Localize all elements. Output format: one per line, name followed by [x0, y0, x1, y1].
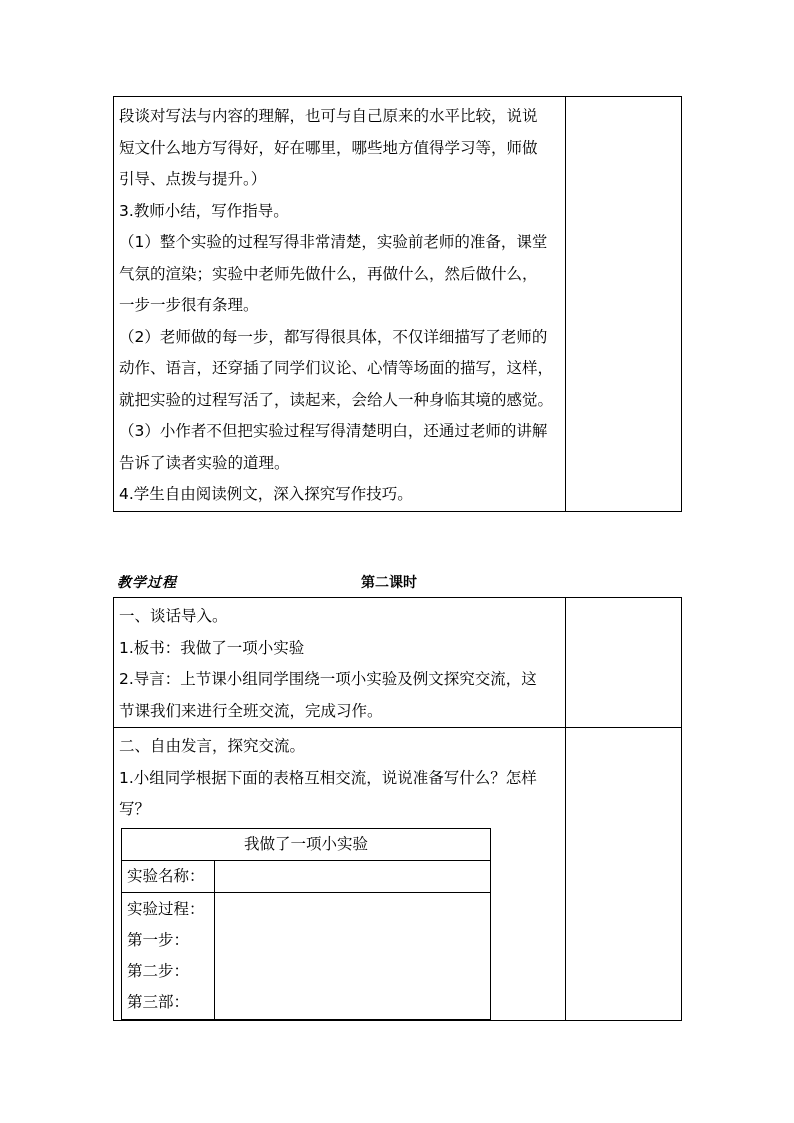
- content-line: 一步一步很有条理。: [119, 296, 259, 314]
- lesson-table-continued: [113, 96, 682, 512]
- lesson-table-second: [113, 597, 682, 1021]
- experiment-form-table: [121, 828, 491, 1020]
- content-line: 2.导言：上节课小组同学围绕一项小实验及例文探究交流，这: [119, 670, 537, 688]
- content-line: 3.教师小结，写作指导。: [119, 201, 289, 220]
- step-three-label: 第三部：: [127, 992, 190, 1011]
- content-line: 段谈对写法与内容的理解，也可与自己原来的水平比较，说说: [119, 107, 538, 125]
- content-line: 一、谈话导入。: [119, 607, 228, 625]
- intro-content-cell: [114, 598, 566, 728]
- form-title: 我做了一项小实验: [122, 828, 491, 860]
- content-line: 动作、语言，还穿插了同学们议论、心情等场面的描写，这样，: [119, 359, 554, 377]
- content-line: （1）整个实验的过程写得非常清楚，实验前老师的准备，课堂: [119, 233, 548, 251]
- discussion-content-cell: [114, 728, 566, 1021]
- process-label: 实验过程：: [127, 899, 205, 918]
- content-line: （3）小作者不但把实验过程写得清楚明白，还通过老师的讲解: [119, 422, 548, 440]
- content-line: 告诉了读者实验的道理。: [119, 453, 290, 472]
- content-line: 引导、点拨与提升。）: [119, 170, 267, 188]
- step-two-label: 第二步：: [127, 961, 190, 980]
- content-line: 节课我们来进行全班交流，完成习作。: [119, 701, 383, 720]
- step-one-label: 第一步：: [127, 930, 190, 949]
- experiment-process-cell: [122, 892, 215, 1019]
- content-line: 写？: [119, 800, 151, 818]
- experiment-process-value: [215, 892, 491, 1019]
- content-line: 二、自由发言，探究交流。: [119, 737, 306, 755]
- teaching-process-label: 教学过程: [117, 575, 177, 591]
- notes-cell: [566, 598, 682, 728]
- content-line: 1.板书：我做了一项小实验: [119, 638, 305, 657]
- section-header: [113, 570, 680, 594]
- content-line: 1.小组同学根据下面的表格互相交流，说说准备写什么？怎样: [119, 768, 537, 787]
- content-line: （2）老师做的每一步，都写得很具体，不仅详细描写了老师的: [119, 327, 548, 346]
- experiment-name-label: 实验名称：: [122, 860, 215, 892]
- experiment-name-value: [215, 860, 491, 892]
- content-line: 短文什么地方写得好，好在哪里，哪些地方值得学习等，师做: [119, 138, 538, 157]
- notes-cell: [566, 97, 682, 512]
- content-line: 就把实验的过程写活了，读起来，会给人一种身临其境的感觉。: [119, 390, 554, 409]
- content-line: 气氛的渲染；实验中老师先做什么，再做什么，然后做什么，: [119, 264, 538, 283]
- content-line: 4.学生自由阅读例文，深入探究写作技巧。: [119, 485, 413, 503]
- lesson-content-cell: [114, 97, 566, 512]
- lesson-period-label: 第二课时: [361, 575, 417, 591]
- notes-cell: [566, 728, 682, 1021]
